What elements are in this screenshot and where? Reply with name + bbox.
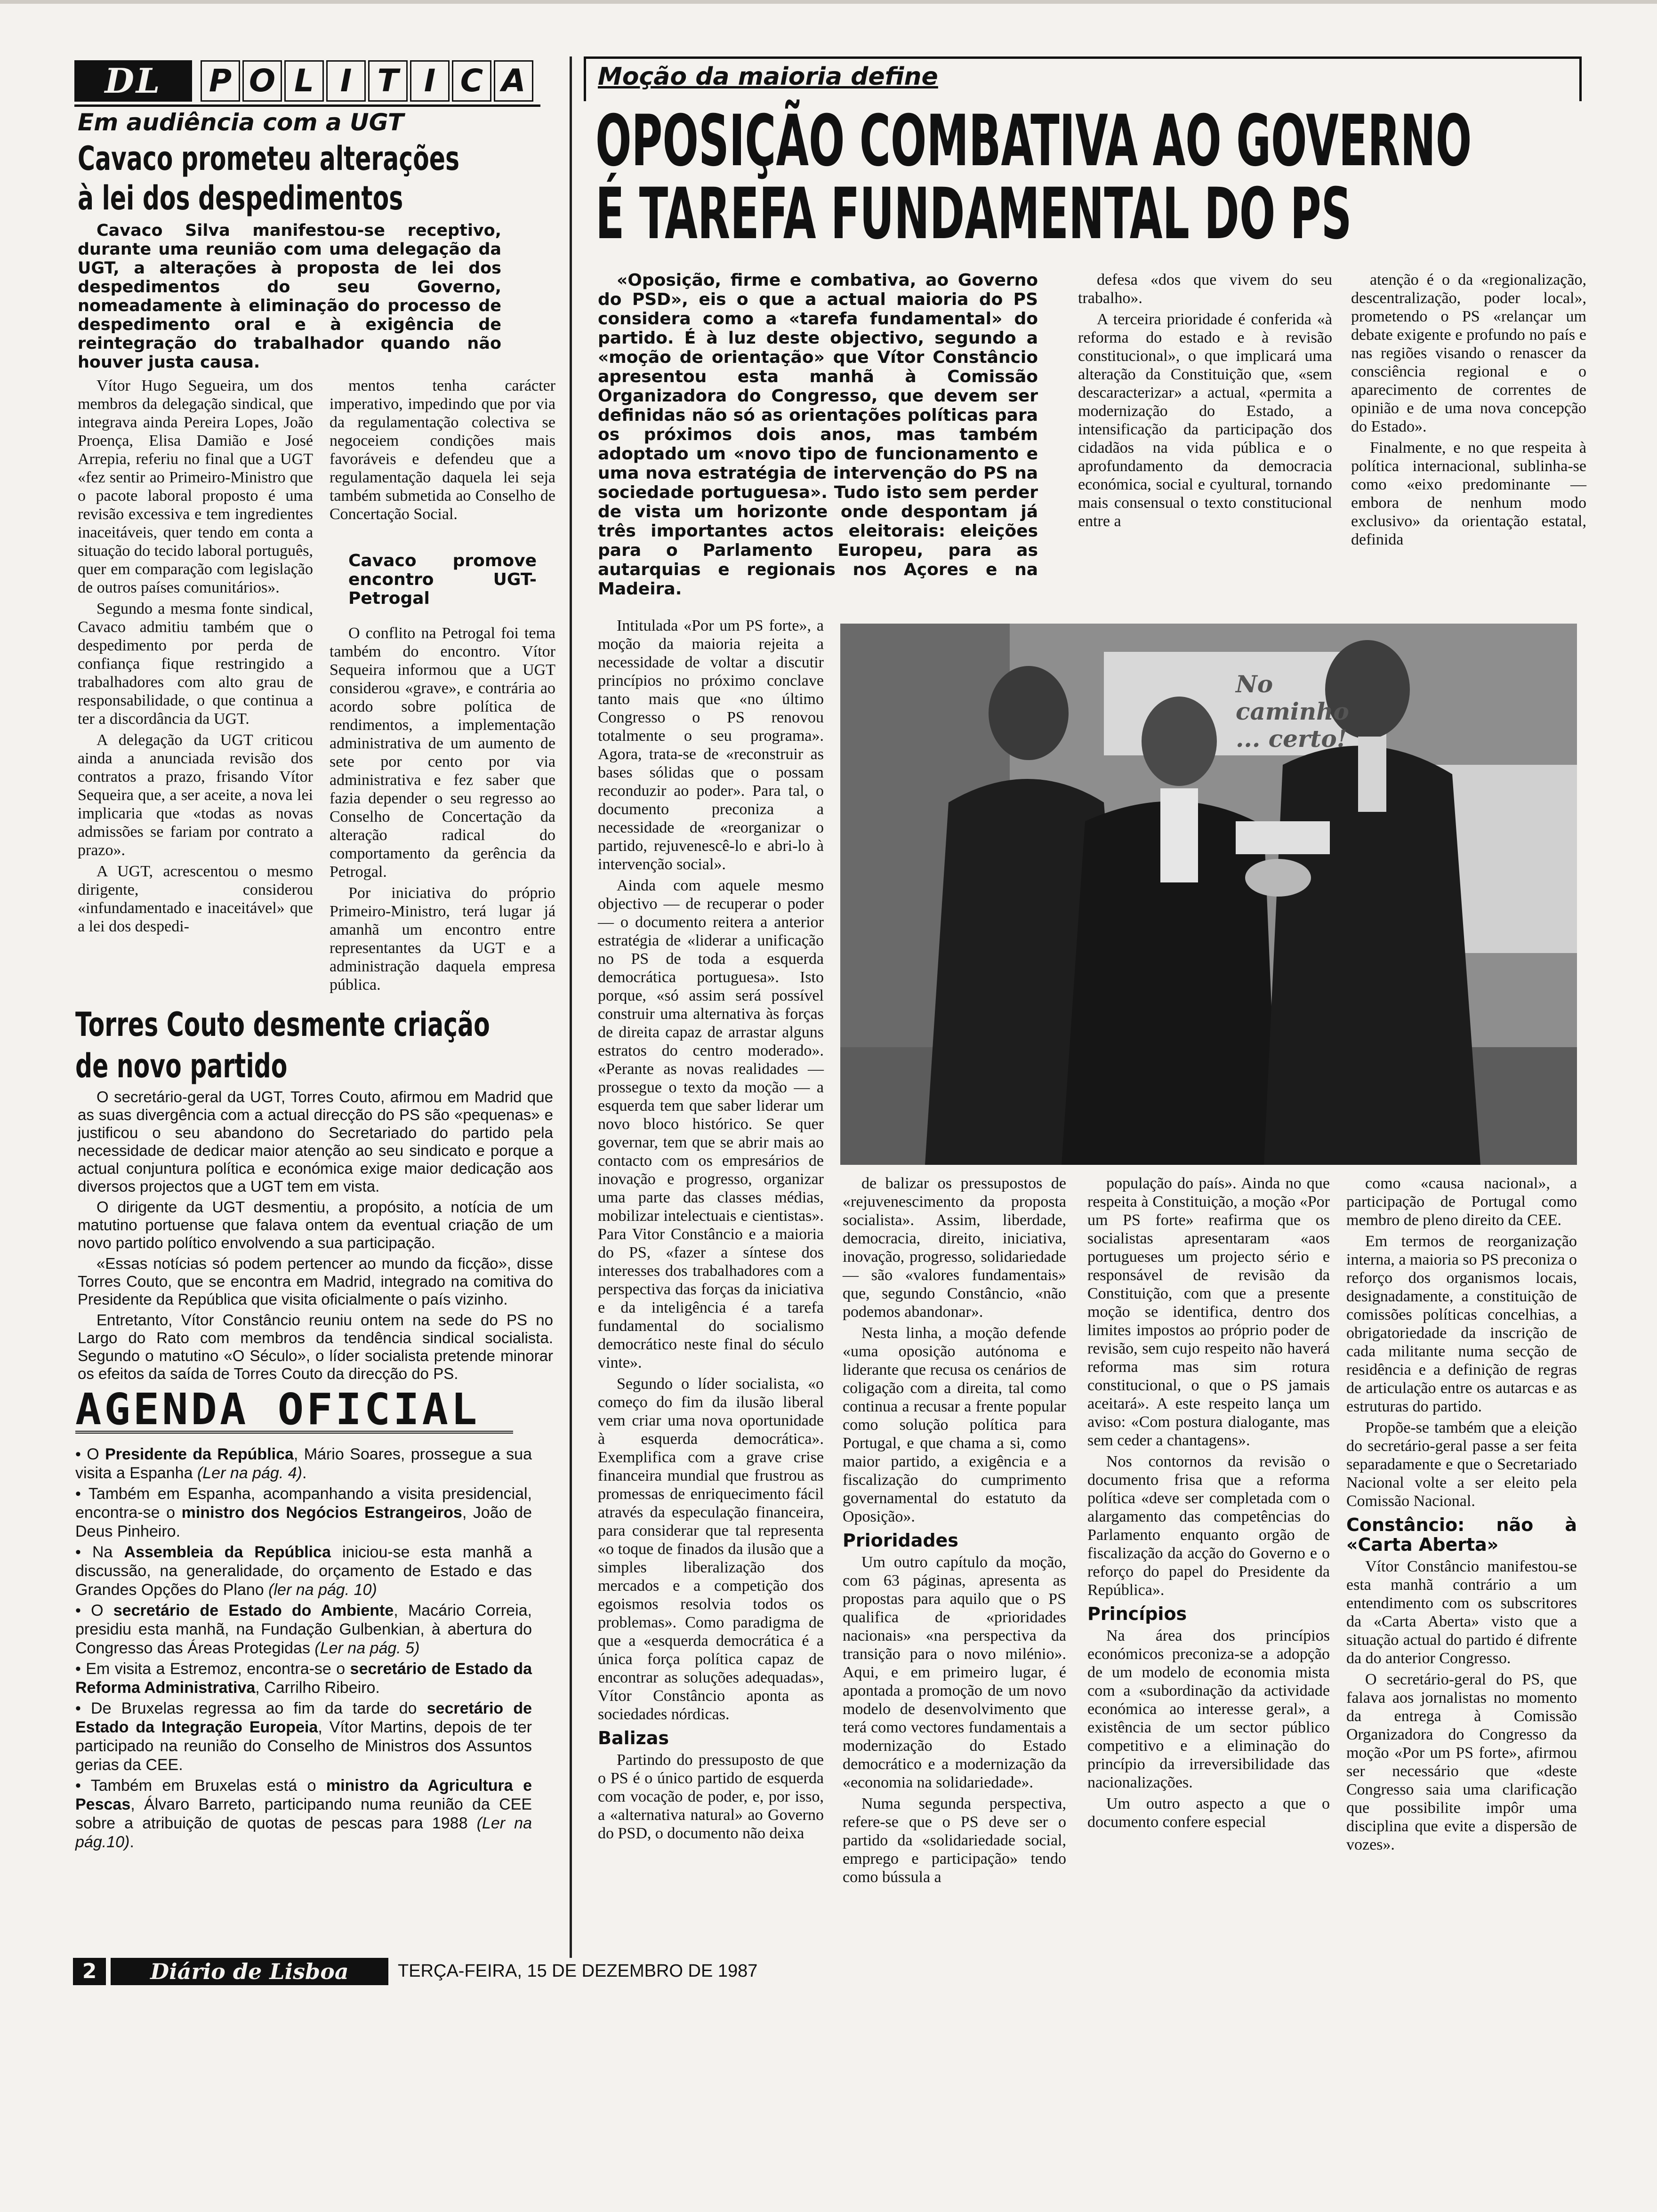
photo-banner-text: No caminho ... certo! xyxy=(1236,670,1349,753)
paragraph: Um outro aspecto a que o documento confere especial xyxy=(1087,1795,1330,1831)
left-lead xyxy=(78,221,501,377)
paragraph: Por iniciativa do próprio Primeiro-Ministro, terá lugar já amanhã um encontro entre representantes da UGT e a administração daquela empresa pública. xyxy=(330,884,555,994)
left-headline-line-1: Cavaco prometeu alterações xyxy=(78,139,459,178)
paragraph: A terceira prioridade é conferida «à reforma do estado e à revisão constitucional», o que implicará uma alteração da Constituição que, «sem descaracterizar» a actual, «permita a modernização do Estado, a intensificação da participação dos cidadãos na vida pública e o aprofundamento da democracia económica, social e cyultural, tornando mais consensual o texto constitucional entre a xyxy=(1078,311,1332,530)
main-column-b xyxy=(843,1174,1066,1948)
main-lead xyxy=(598,271,1038,599)
main-column-d xyxy=(1346,1174,1577,1948)
paragraph: mentos tenha carácter imperativo, impedindo que por via da regulamentação colectiva se negoceiem condições mais favoráveis e defendeu que a regulamentação daquela lei seja também submetida ao Conselho de Concertação Social. xyxy=(330,377,555,523)
section-header xyxy=(74,60,540,103)
paragraph: Entretanto, Vítor Constâncio reuniu ontem na sede do PS no Largo do Rato com membros da tendência sindical socialista. Segundo o matutino «O Século», o líder socialista pretende minorar os efeitos da saída de Torres Couto da direcção do PS. xyxy=(78,1311,553,1382)
column-divider xyxy=(570,56,572,1958)
left-headline-line-2: à lei dos despedimentos xyxy=(78,179,403,217)
agenda-item-subject: secretário de Estado do Ambiente xyxy=(113,1602,394,1619)
agenda-item-text: • Também em Bruxelas está o xyxy=(75,1777,326,1795)
main-headline-line-1: OPOSIÇÃO COMBATIVA AO GOVERNO xyxy=(595,100,1472,182)
agenda-item-subject: ministro dos Negócios Estrangeiros xyxy=(181,1504,462,1522)
agenda-item xyxy=(75,1543,532,1599)
left-column-1 xyxy=(78,377,313,1002)
paragraph: atenção é o da «regionalização, descentralização, poder local», prometendo o PS «relançar um debate exigente e profundo no país e nas regiões visando o renascer da consciência regional e o aparecimento de correntes de opinião e de uma nova concepção do Estado». xyxy=(1351,271,1586,435)
section-title xyxy=(201,60,536,102)
paragraph: A UGT, acrescentou o mesmo dirigente, considerou «infundamentado e inaceitável» que a lei dos despedi- xyxy=(78,863,313,935)
paragraph: população do país». Ainda no que respeita à Constituição, a moção «Por um PS forte» reafirma que os socialistas apresentaram «aos portugueses um projecto sério e responsável de revisão da Constituição, com que a presente moção se identifica, dentro dos limites impostos ao próprio poder de revisão, sem cujo respeito não haverá reforma mas sim rotura constitucional, o que o PS jamais aceitará». A este respeito lança um aviso: «Com postura dialogante, mas sem ceder a chantagens». xyxy=(1087,1175,1330,1449)
paragraph: «Essas notícias só podem pertencer ao mundo da ficção», disse Torres Couto, que se encontra em Madrid, integrado na comitiva do Presidente da República que visita oficialmente o país vizinho. xyxy=(78,1255,553,1308)
section-rule xyxy=(74,104,540,107)
torres-body xyxy=(78,1088,553,1385)
subhead-balizas: Balizas xyxy=(598,1728,669,1748)
paragraph: O secretário-geral do PS, que falava aos jornalistas no momento da entrega à Comissão Organizadora do Congresso da moção «Por um PS forte», afirmou ser necessário que «deste Congresso saia uma clarificação que possibilite impôr uma disciplina que evite a dispersão de vozes». xyxy=(1346,1671,1577,1853)
agenda-item-text: , João de Deus Pinheiro. xyxy=(75,1504,532,1540)
news-photo xyxy=(840,624,1577,1165)
section-letter: O xyxy=(242,60,282,102)
issue-date: TERÇA-FEIRA, 15 DE DEZEMBRO DE 1987 xyxy=(398,1961,758,1981)
subhead-principios: Princípios xyxy=(1087,1603,1187,1624)
paragraph: Na área dos princípios económicos preconiza-se a adopção de um modelo de economia mista com a «subordinação da actividade económica ao interesse geral», a existência de um sector público competitivo e a eliminação do princípio da irreversibilidade das nacionalizações. xyxy=(1087,1627,1330,1791)
paragraph: Segundo o líder socialista, «o começo do fim da ilusão liberal vem criar uma nova oportunidade à esquerda democrática». Exemplifica com a grave crise financeira mundial que frustrou as promessas de enriquecimento fácil através da especulação financeira, para considerar que tal representa «o toque de finados da ilusão que a simples liberalização dos mercados e a competição dos egoismos resolvia todos os problemas». Como paradigma de que a «esquerda democrática é a única força política capaz de encontrar as soluções adequadas», Vítor Constâncio aponta as sociedades nórdicas. xyxy=(598,1375,824,1723)
main-column-c xyxy=(1087,1174,1330,1948)
section-letter: I xyxy=(326,60,366,102)
paragraph: Numa segunda perspectiva, refere-se que o PS deve ser o partido da «solidariedade social, emprego e participação» tendo como bússula a xyxy=(843,1795,1066,1886)
photo-illustration xyxy=(840,624,1577,1165)
masthead: Diário de Lisboa xyxy=(111,1958,388,1985)
subhead-prioridades: Prioridades xyxy=(843,1530,958,1551)
agenda-item xyxy=(75,1445,532,1483)
agenda-item xyxy=(75,1659,532,1697)
paragraph: Em termos de reorganização interna, a maioria so PS preconiza o reforço dos organismos locais, designadamente, a constituição de comissões políticas concelhias, a obrigatoriedade da inscrição de cada militante numa secção de residência e a definição de regras de articulação entre os autarcas e as estruturas do partido. xyxy=(1346,1233,1577,1415)
agenda-item-subject: secretário de Estado da Integração Europeia xyxy=(75,1699,532,1736)
agenda-item-text: • Em visita a Estremoz, encontra-se o xyxy=(75,1660,350,1678)
agenda-item-subject: ministro da Agricultura e Pescas xyxy=(75,1777,532,1813)
agenda-item-text: , Álvaro Barreto, participando numa reunião da CEE sobre a atribuição de quotas de pescas para 1988 xyxy=(75,1795,532,1832)
left-column-2 xyxy=(330,377,555,1002)
subhead-constancio: Constâncio: não à «Carta Aberta» xyxy=(1346,1515,1577,1555)
main-top-column-3 xyxy=(1351,271,1586,577)
agenda-item-text: • O xyxy=(75,1602,113,1619)
paragraph: defesa «dos que vivem do seu trabalho». xyxy=(1078,271,1332,307)
agenda-item xyxy=(75,1484,532,1541)
agenda-list xyxy=(75,1445,532,1944)
agenda-item xyxy=(75,1699,532,1774)
paragraph: como «causa nacional», a participação de Portugal como membro de pleno direito da CEE. xyxy=(1346,1175,1577,1229)
paragraph: Ainda com aquele mesmo objectivo — de recuperar o poder — o documento reitera a anterior estratégia de «liderar a unificação no PS de toda a esquerda democrática portuguesa». Isto porque, «só assim será possível construir uma alternativa às forças de direita capaz de arrastar alguns estratos do centro moderado». «Perante as novas realidades — prossegue o texto da moção — a esquerda tem que saber liderar um novo bloco histórico. Se quer governar, tem que se abrir mais ao contacto com os empresários de inovação e progresso, organizar uma parte das classes médias, mobilizar intelectuais e cientistas». Para Vitor Constâncio e a maioria do PS, «fazer a síntese dos interesses dos trabalhadores com a perspectiva das forças da iniciativa e da inteligência é a tarefa fundamental do socialismo democrático neste final do século vinte». xyxy=(598,877,824,1371)
main-lead-text: «Oposição, firme e combativa, ao Governo do PSD», eis o que a actual maioria do PS considera como a «tarefa fundamental» do partido. É à luz deste objectivo, segundo a «moção de orientação» que Vítor Constâncio apresentou esta manhã à Comissão Organizadora do Congresso, que devem ser definidas não só as orientações políticas para os próximos dois anos, mas também adoptado um «novo tipo de funcionamento e uma nova estratégia de intervenção do PS na sociedade portuguesa». Tudo isto sem perder de vista um horizonte onde despontam já três importantes actos eleitorais: eleições para o Parlamento Europeu, para as autarquias e regionais nos Açores e na Madeira. xyxy=(598,271,1038,599)
section-logo: DL xyxy=(74,60,192,102)
footer xyxy=(73,1958,1579,1986)
agenda-title xyxy=(75,1384,513,1435)
paragraph: A delegação da UGT criticou ainda a anunciada revisão dos contratos a prazo, frisando Vítor Sequeira que, a ser aceite, a nova lei implicaria que «todas as novas admissões se fariam por contrato a prazo». xyxy=(78,731,313,859)
paragraph: de balizar os pressupostos de «rejuvenescimento da proposta socialista». Assim, liberdade, democracia, direito, iniciativa, inovação, progresso, solidariedade — são «valores fundamentais» que, segundo Constâncio, «não podemos abandonar». xyxy=(843,1175,1066,1321)
main-kicker: Moção da maioria define xyxy=(598,63,938,91)
section-letter: C xyxy=(452,60,491,102)
agenda-item-text: , Macário Correia, presidiu esta manhã, na Fundação Gulbenkian, à abertura do Congresso das Áreas Protegidas xyxy=(75,1602,532,1657)
main-column-a xyxy=(598,617,824,1948)
agenda-item-text: . xyxy=(302,1464,307,1482)
agenda-item-text: , Vítor Martins, depois de ter participado na reunião do Conselho de Ministros dos Assuntos gerias da CEE. xyxy=(75,1718,532,1774)
page-number: 2 xyxy=(73,1958,106,1985)
agenda-item-text: iniciou-se esta manhã a discussão, na generalidade, do orçamento de Estado e das Grandes Opções do Plano xyxy=(75,1543,532,1599)
section-letter: T xyxy=(368,60,408,102)
paragraph: Nesta linha, a moção defende «uma oposição autónoma e liderante que recusa os cenários de coligação com a direita, tal como continua a recusar a frente popular como solução política para Portugal, e que chama a si, como maior partido, a exigência e a fiscalização do cumprimento governamental do estatuto da Oposição». xyxy=(843,1324,1066,1525)
agenda-item-reference: (Ler na pág. 4) xyxy=(197,1464,302,1482)
left-subhead: Cavaco promove encontro UGT-Petrogal xyxy=(348,551,537,608)
agenda-item-text: • De Bruxelas regressa ao fim da tarde do xyxy=(75,1699,427,1717)
left-lead-text: Cavaco Silva manifestou-se receptivo, durante uma reunião com uma delegação da UGT, a alterações à proposta de lei dos despedimentos do seu Governo, nomeadamente à eliminação do processo de despedimento oral e à exigência de reintegração do trabalhador quando não houver justa causa. xyxy=(78,221,501,372)
agenda-item-reference: (Ler na pág. 5) xyxy=(314,1639,420,1657)
paragraph: Vítor Constâncio manifestou-se esta manhã contrário a um entendimento com os subscritores da «Carta Aberta» visto que a situação actual do partido é difrente da do anterior Congresso. xyxy=(1346,1558,1577,1667)
paragraph: O dirigente da UGT desmentiu, a propósito, a notícia de um matutino portuense que falava ontem da eventual criação de um novo partido político envolvendo a sua participação. xyxy=(78,1198,553,1251)
section-letter: A xyxy=(494,60,533,102)
agenda-item-subject: Presidente da República xyxy=(105,1445,294,1463)
agenda-item-text: , Mário Soares, prossegue a sua visita a Espanha xyxy=(75,1445,532,1482)
left-kicker: Em audiência com a UGT xyxy=(78,109,404,136)
torres-headline-line-2: de novo partido xyxy=(75,1047,288,1085)
section-letter: L xyxy=(284,60,324,102)
agenda-item-subject: Assembleia da República xyxy=(124,1543,331,1561)
paragraph: Segundo a mesma fonte sindical, Cavaco admitiu também que o despedimento por perda de confiança fique restringido a trabalhadores com alto grau de responsabilidade, o que continua a ter a discordância da UGT. xyxy=(78,600,313,728)
main-headline-line-2: É TAREFA FUNDAMENTAL DO PS xyxy=(595,173,1352,255)
agenda-item-text: • Também em Espanha, acompanhando a visita presidencial, encontra-se o xyxy=(75,1485,532,1522)
agenda-item-text: • O xyxy=(75,1445,105,1463)
agenda-item-text: , Carrilho Ribeiro. xyxy=(255,1679,380,1697)
paragraph: Finalmente, e no que respeita à política internacional, sublinha-se como «eixo predominante — embora de nenhum modo exclusivo» da orientação estatal, definida xyxy=(1351,439,1586,548)
paragraph: O conflito na Petrogal foi tema também do encontro. Vítor Sequeira informou que a UGT considerou «grave», e contrária ao acordo sobre política de rendimentos, a implementação administrativa de um aumento de sete por cento por via administrativa e fez saber que fazia depender o seu regresso ao Conselho de Concertação da alteração radical do comportamento da gerência da Petrogal. xyxy=(330,625,555,881)
section-letter: P xyxy=(201,60,240,102)
agenda-item xyxy=(75,1601,532,1658)
agenda-title-text: AGENDA OFICIAL xyxy=(75,1384,480,1435)
agenda-item-subject: secretário de Estado da Reforma Administrativa xyxy=(75,1660,532,1697)
agenda-item-text: • Na xyxy=(75,1543,124,1561)
torres-headline-line-1: Torres Couto desmente criação xyxy=(75,1005,490,1044)
paragraph: Um outro capítulo da moção, com 63 páginas, apresenta as propostas para aquilo que o PS qualifica de «prioridades nacionais» «na perspectiva da transição para o novo milénio». Aqui, e em primeiro lugar, é apontada a promoção de um novo modelo de desenvolvimento que terá como vectores fundamentais a modernização do Estado democrático e a modernização da «economia na solidariedade». xyxy=(843,1554,1066,1791)
paragraph: Intitulada «Por um PS forte», a moção da maioria rejeita a necessidade de voltar a discutir princípios no próximo conclave tanto mais que «no último Congresso o PS renovou totalmente o seu programa». Agora, trata-se de «reconstruir as bases sólidas que o possam reconduzir ao poder». Para tal, o documento preconiza a necessidade de «reorganizar o partido, rejuvenescê-lo e abri-lo à intervenção social». xyxy=(598,617,824,873)
paragraph: O secretário-geral da UGT, Torres Couto, afirmou em Madrid que as suas divergência com a actual direcção do PS são «pequenas» e justificou o seu abandono do Secretariado do partido pela necessidade de dedicar maior atenção ao seu sindicato e porque a actual conjuntura política e económica exige maior dedicação aos diversos projectos que a UGT tem em vista. xyxy=(78,1088,553,1195)
section-letter: I xyxy=(410,60,450,102)
page-top-rule xyxy=(0,0,1657,4)
agenda-item xyxy=(75,1776,532,1851)
paragraph: Propõe-se também que a eleição do secretário-geral passe a ser feita separadamente e que o Secretariado Nacional volte a ser eleito pela Comissão Nacional. xyxy=(1346,1419,1577,1510)
paragraph: Nos contornos da revisão o documento frisa que a reforma política «deve ser completada com o alargamento das competências do Parlamento enquanto orgão de fiscalização da acção do Governo e o reforço do papel do Presidente da República». xyxy=(1087,1453,1330,1599)
main-top-column-2 xyxy=(1078,271,1332,577)
agenda-item-reference: (ler na pág. 10) xyxy=(268,1581,377,1599)
agenda-item-reference: (Ler na pág.10) xyxy=(75,1814,532,1851)
agenda-item-text: . xyxy=(129,1833,134,1851)
paragraph: Partindo do pressuposto de que o PS é o único partido de esquerda com vocação de poder, e, por isso, a «alternativa natural» ao Governo do PSD, o documento não deixa xyxy=(598,1751,824,1842)
paragraph: Vítor Hugo Segueira, um dos membros da delegação sindical, que integrava ainda Pereira Lopes, João Proença, Elisa Damião e José Arrepia, referiu no final que a UGT «fez sentir ao Primeiro-Ministro que o pacote laboral proposto é uma revisão excessiva e tem ingredientes inaceitáveis, quer tendo em conta a situação do tecido laboral português, quer em comparação com legislação de outros países comunitários». xyxy=(78,377,313,596)
